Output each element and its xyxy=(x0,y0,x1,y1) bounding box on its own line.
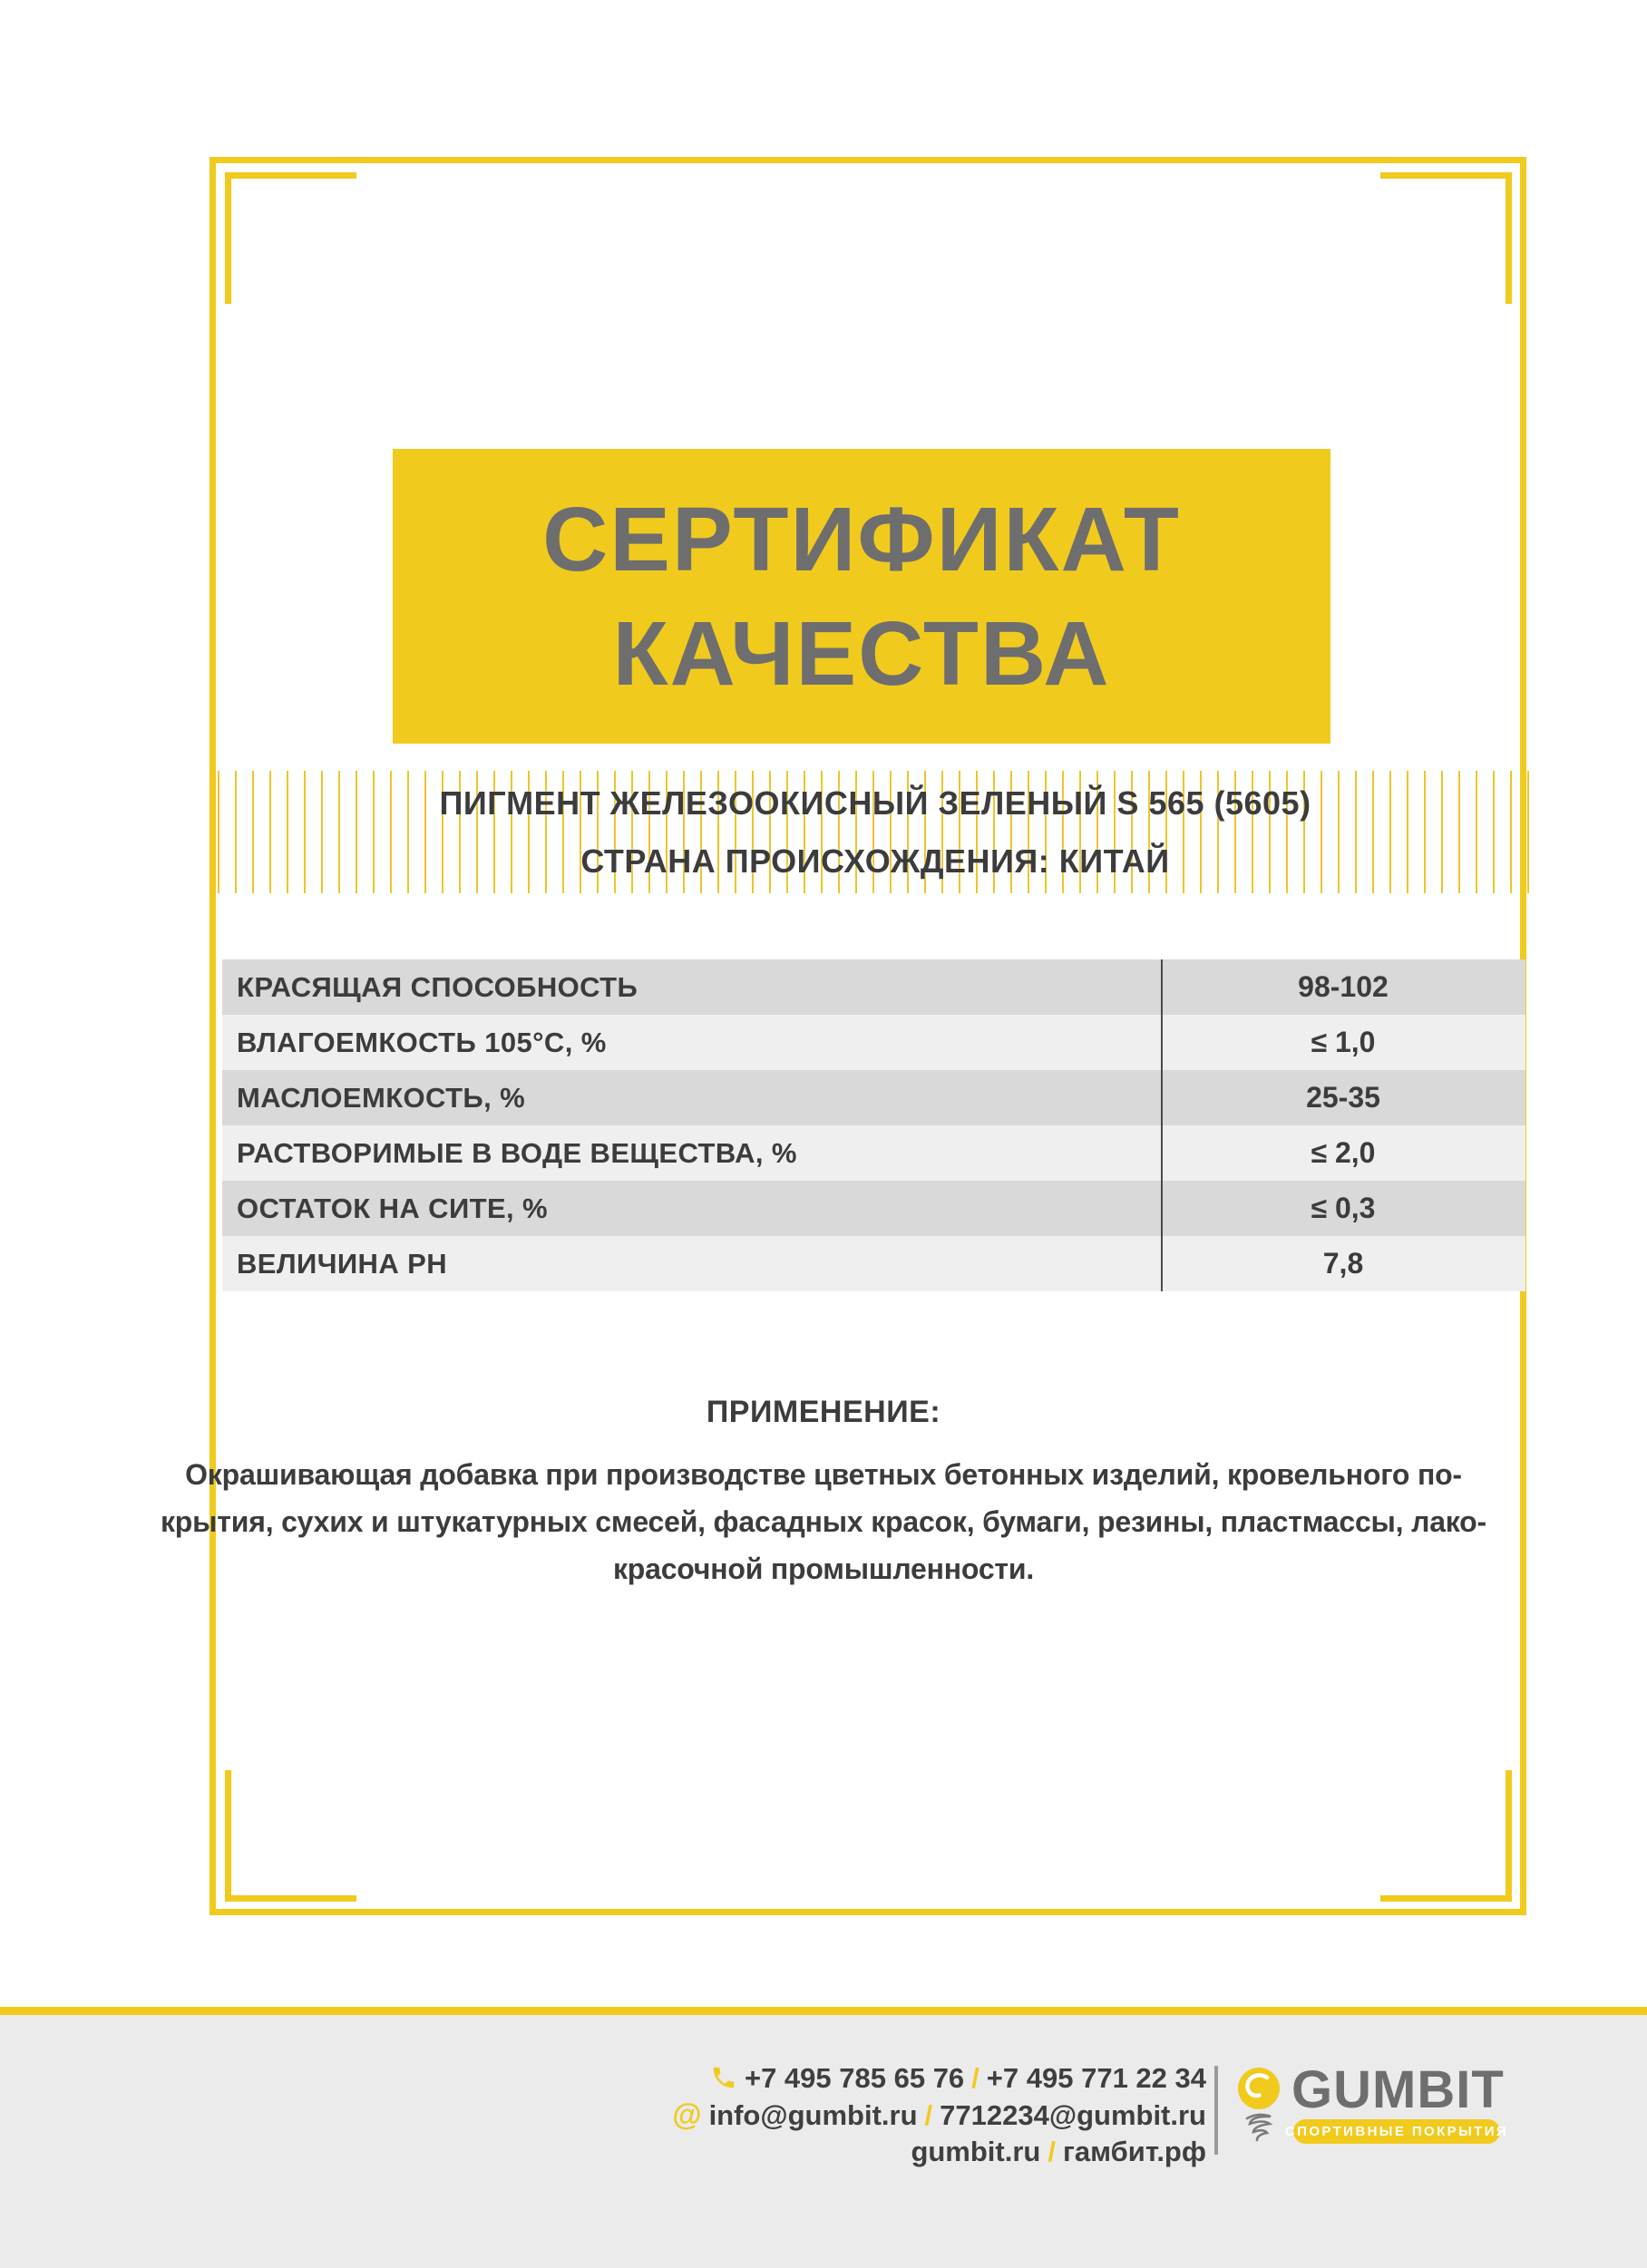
row-label: ВЕЛИЧИНА PH xyxy=(237,1247,448,1280)
logo-wordmark: GUMBIT xyxy=(1291,2060,1505,2119)
phone-icon xyxy=(710,2064,737,2091)
row-label: ВЛАГОЕМКОСТЬ 105°С, % xyxy=(237,1026,607,1058)
slash-separator: / xyxy=(924,2099,933,2131)
footer-phones xyxy=(672,2060,1206,2097)
row-label: КРАСЯЩАЯ СПОСОБНОСТЬ xyxy=(237,970,638,1003)
application-heading: ПРИМЕНЕНИЕ: xyxy=(706,1395,941,1429)
footer-contacts xyxy=(672,2060,1206,2170)
table-row xyxy=(222,1125,1525,1181)
row-value: 25-35 xyxy=(1306,1081,1380,1114)
footer-accent-bar xyxy=(0,2007,1647,2015)
application-text-line: красочной промышленности. xyxy=(612,1553,1035,1585)
row-label: ОСТАТОК НА СИТЕ, % xyxy=(237,1192,549,1224)
footer-emails xyxy=(672,2097,1206,2134)
product-origin: СТРАНА ПРОИСХОЖДЕНИЯ: КИТАЙ xyxy=(580,842,1170,880)
phone-number-2: +7 495 771 22 34 xyxy=(986,2062,1206,2094)
page-title-line1: СЕРТИФИКАТ xyxy=(542,488,1181,590)
title-banner xyxy=(393,449,1330,744)
row-value: ≤ 2,0 xyxy=(1311,1136,1376,1169)
table-column-divider xyxy=(1161,959,1163,1291)
row-value: ≤ 1,0 xyxy=(1311,1026,1376,1058)
logo-tagline-badge: СПОРТИВНЫЕ ПОКРЫТИЯ xyxy=(1293,2119,1500,2144)
row-label: МАСЛОЕМКОСТЬ, % xyxy=(237,1081,526,1114)
gumbit-logo xyxy=(1237,2060,1509,2155)
logo-spring-icon xyxy=(1243,2113,1279,2146)
corner-bracket-bottom-right xyxy=(1380,1770,1512,1902)
footer-websites xyxy=(672,2134,1206,2170)
product-band xyxy=(218,771,1533,893)
page-title-line2: КАЧЕСТВА xyxy=(612,602,1111,705)
application-text-line: Окрашивающая добавка при производстве цветных бетонных изделий, кровельного по- xyxy=(185,1458,1462,1491)
row-value: 7,8 xyxy=(1322,1247,1364,1280)
table-row xyxy=(222,959,1525,1015)
footer-vertical-divider xyxy=(1214,2066,1218,2155)
email-1: info@gumbit.ru xyxy=(708,2099,918,2131)
phone-number-1: +7 495 785 65 76 xyxy=(744,2062,965,2094)
row-label: РАСТВОРИМЫЕ В ВОДЕ ВЕЩЕСТВА, % xyxy=(237,1136,797,1169)
table-row xyxy=(222,1070,1525,1125)
row-value: 98-102 xyxy=(1298,970,1389,1003)
corner-bracket-bottom-left xyxy=(225,1770,356,1902)
logo-ball-icon xyxy=(1237,2068,1281,2109)
table-row xyxy=(222,1181,1525,1236)
slash-separator: / xyxy=(1048,2136,1056,2167)
application-text-line: крытия, сухих и штукатурных смесей, фасадных красок, бумаги, резины, пластмассы, лако- xyxy=(160,1505,1486,1538)
slash-separator: / xyxy=(971,2062,979,2094)
application-section xyxy=(98,1395,1549,1592)
product-name: ПИГМЕНТ ЖЕЛЕЗООКИСНЫЙ ЗЕЛЕНЫЙ S 565 (5605) xyxy=(439,784,1311,822)
email-2: 7712234@gumbit.ru xyxy=(940,2099,1206,2131)
table-row xyxy=(222,1236,1525,1291)
table-row xyxy=(222,1015,1525,1070)
corner-bracket-top-right xyxy=(1380,172,1512,304)
corner-bracket-top-left xyxy=(225,172,356,304)
row-value: ≤ 0,3 xyxy=(1311,1192,1376,1224)
spec-table xyxy=(222,959,1525,1291)
website-1: gumbit.ru xyxy=(911,2136,1041,2167)
website-2: гамбит.рф xyxy=(1062,2136,1206,2167)
at-icon: @ xyxy=(672,2098,702,2131)
